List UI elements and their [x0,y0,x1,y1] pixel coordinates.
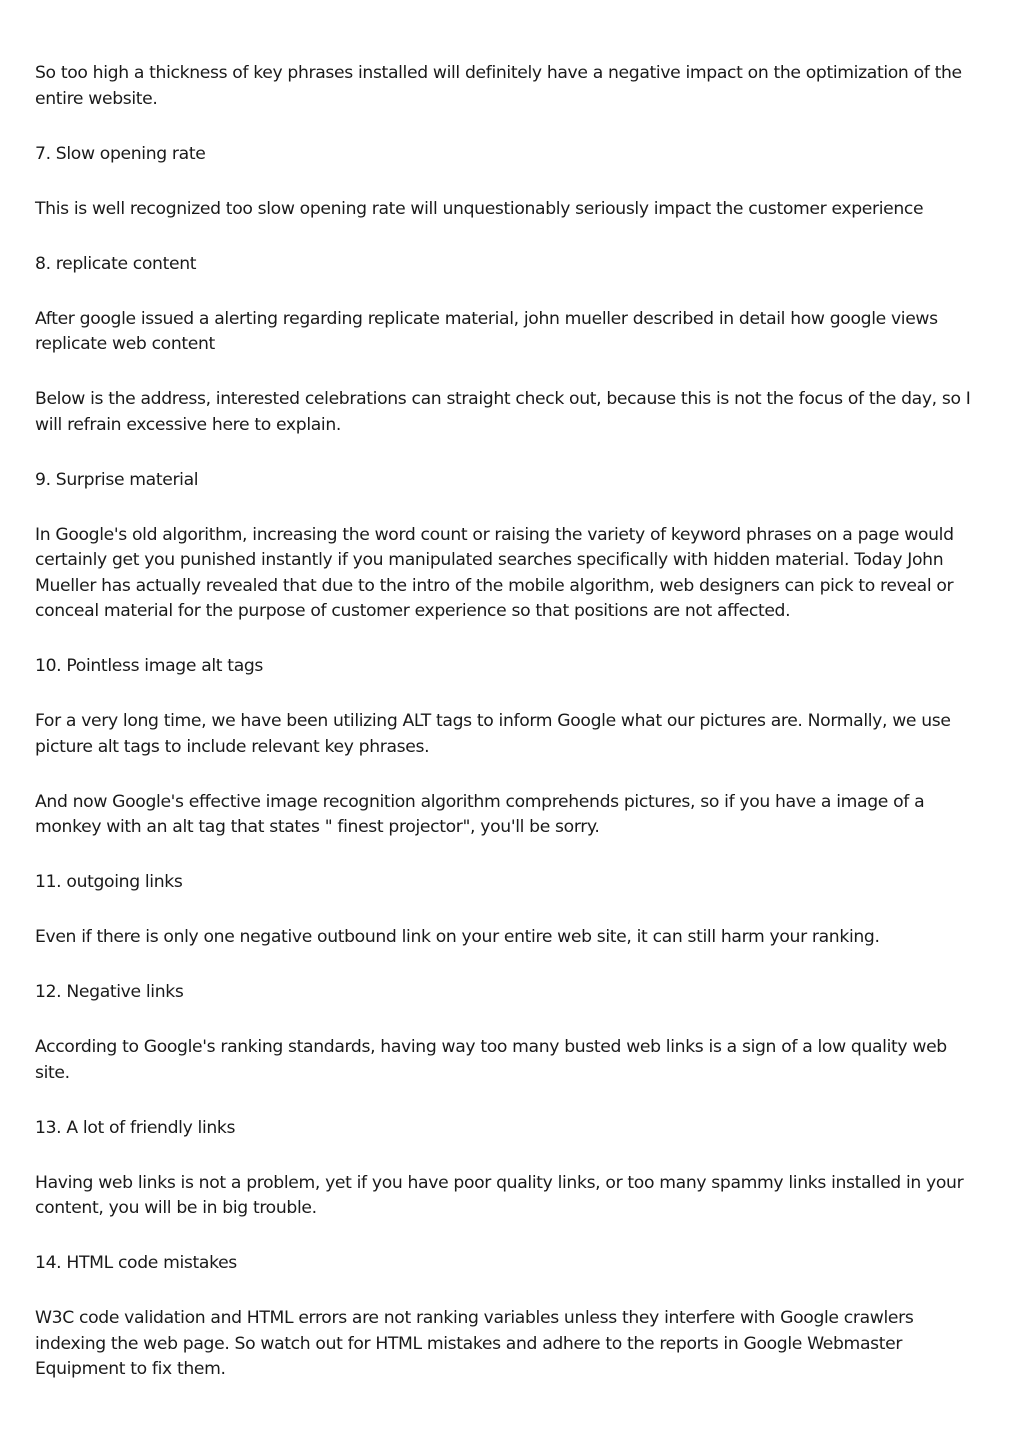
paragraph-alt-tags-usage: For a very long time, we have been utilizing ALT tags to inform Google what our pictures are. Normally, we use picture alt tags to include relevant key phrases. [35,711,951,757]
heading-replicate-content: 8. replicate content [35,253,197,274]
paragraph-address-note: Below is the address, interested celebrations can straight check out, because this is not the focus of the day, so I will refrain excessive here to explain. [35,389,971,435]
heading-image-alt-tags: 10. Pointless image alt tags [35,656,264,676]
heading-slow-opening-rate: 7. Slow opening rate [35,143,206,164]
heading-html-mistakes: 14. HTML code mistakes [35,1253,237,1273]
heading-outgoing-links: 11. outgoing links [35,872,183,892]
paragraph-slow-opening-rate: This is well recognized too slow opening rate will unquestionably seriously impact the customer experience [35,198,924,219]
paragraph-spammy-links: Having web links is not a problem, yet if you have poor quality links, or too many spammy links installed in your content, you will be in big trouble. [35,1172,964,1218]
paragraph-hidden-material: In Google's old algorithm, increasing the word count or raising the variety of keyword phrases on a page would certainly get you punished instantly if you manipulated searches specifically with hidden material. Today John Mueller has actually revealed that due to the intro of the mobile algorithm, web designers can pick to reveal or conceal material for the purpose of customer experience so that positions are not affected. [35,524,954,621]
paragraph-google-alert: After google issued a alerting regarding replicate material, john mueller described in detail how google views replicate web content [35,308,938,354]
heading-surprise-material: 9. Surprise material [35,469,199,490]
paragraph-w3c-validation: W3C code validation and HTML errors are not ranking variables unless they interfere with Google crawlers indexing the web page. So watch out for HTML mistakes and adhere to the reports in Google Webmaster Equipment to fix them. [35,1308,914,1379]
heading-friendly-links: 13. A lot of friendly links [35,1117,236,1138]
paragraph-keyphrase-density: So too high a thickness of key phrases installed will definitely have a negative impact on the optimization of the entire website. [35,63,962,109]
paragraph-busted-links: According to Google's ranking standards, having way too many busted web links is a sign of a low quality web site. [35,1037,947,1083]
paragraph-outbound-link: Even if there is only one negative outbound link on your entire web site, it can still harm your ranking. [35,927,880,947]
heading-negative-links: 12. Negative links [35,982,184,1002]
paragraph-image-recognition: And now Google's effective image recognition algorithm comprehends pictures, so if you have a image of a monkey with an alt tag that states " finest projector", you'll be sorry. [35,791,925,837]
document-page [35,61,975,1412]
